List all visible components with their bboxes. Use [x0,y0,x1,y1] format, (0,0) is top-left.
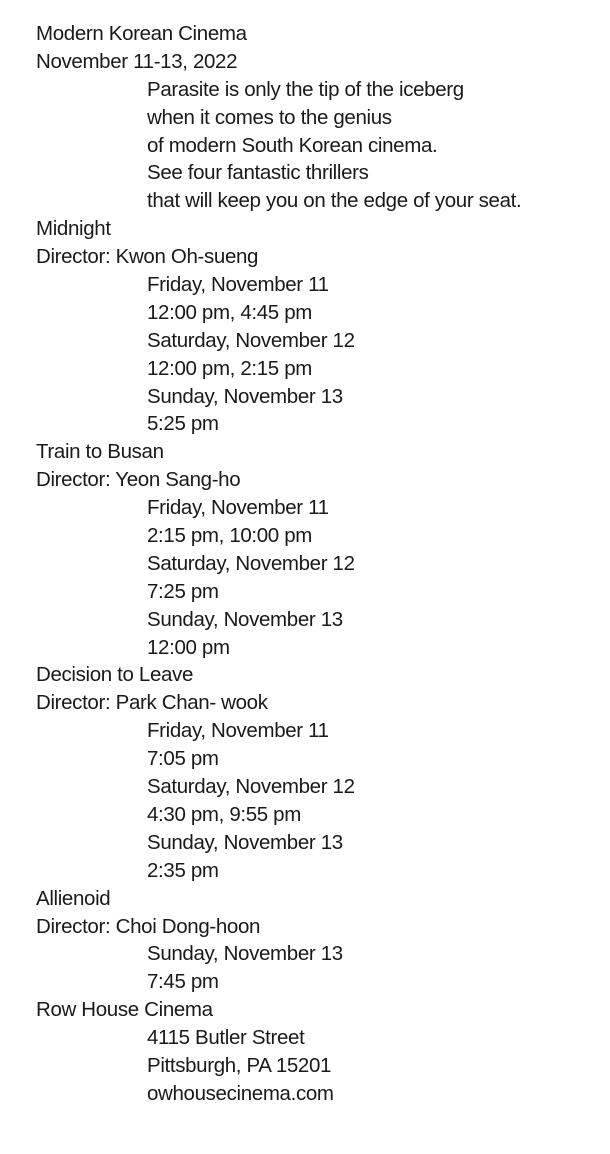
screening-times: 12:00 pm, 4:45 pm [147,300,312,324]
screening-day: Sunday, November 13 [147,942,343,966]
screening-day: Saturday, November 12 [147,328,355,352]
screening-times: 7:05 pm [147,747,219,771]
film-director: Director: Park Chan- wook [36,691,268,715]
event-title: Modern Korean Cinema [36,22,247,45]
screening-day: Friday, November 11 [147,273,329,297]
screening-times: 7:25 pm [147,579,219,603]
screening-day: Sunday, November 13 [147,384,343,408]
screening-day: Friday, November 11 [147,496,329,520]
screening-times: 2:35 pm [147,858,219,882]
screening-times: 12:00 pm, 2:15 pm [147,356,312,380]
screening-day: Sunday, November 13 [147,830,343,854]
intro-line: See four fantastic thrillers [147,161,369,185]
film-title: Midnight [36,217,111,241]
venue-name: Row House Cinema [36,998,213,1022]
screening-day: Saturday, November 12 [147,775,355,799]
film-director: Director: Choi Dong-hoon [36,914,261,938]
screening-times: 4:30 pm, 9:55 pm [147,802,301,826]
intro-line: of modern South Korean cinema. [147,133,438,157]
poster-text [36,20,602,1108]
intro-line: Parasite is only the tip of the iceberg [147,77,464,101]
screening-day: Friday, November 11 [147,719,329,743]
venue-website: owhousecinema.com [147,1081,334,1105]
screening-times: 7:45 pm [147,970,219,994]
screening-times: 2:15 pm, 10:00 pm [147,524,312,548]
venue-city: Pittsburgh, PA 15201 [147,1053,332,1077]
film-director: Director: Yeon Sang-ho [36,468,241,492]
intro-line: that will keep you on the edge of your seat. [147,189,522,213]
venue-street: 4115 Butler Street [147,1026,305,1050]
intro-line: when it comes to the genius [147,105,392,129]
screening-times: 12:00 pm [147,635,230,659]
film-title: Allienoid [36,886,111,910]
screening-times: 5:25 pm [147,412,219,436]
screening-day: Saturday, November 12 [147,551,355,575]
film-title: Decision to Leave [36,663,194,687]
screening-day: Sunday, November 13 [147,607,343,631]
film-director: Director: Kwon Oh-sueng [36,245,259,269]
film-title: Train to Busan [36,440,164,464]
event-dates: November 11-13, 2022 [36,49,238,73]
